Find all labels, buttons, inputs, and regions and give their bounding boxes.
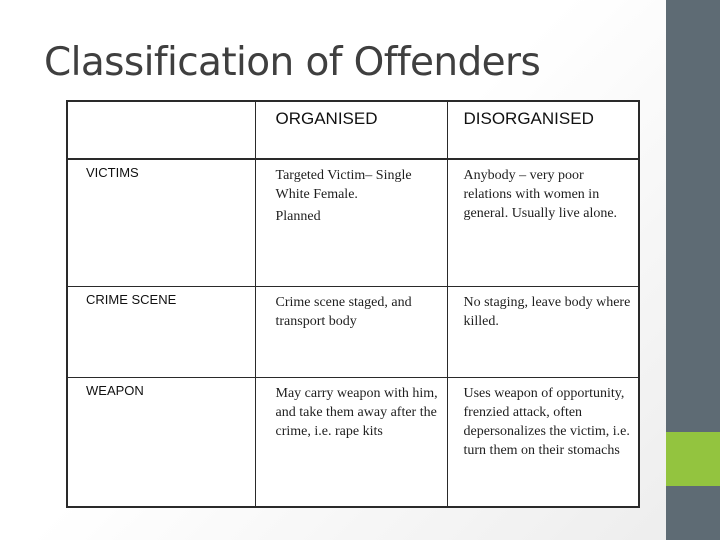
disorganised-cell-victims [447, 159, 639, 286]
row-label-crime-scene: CRIME SCENE [86, 291, 177, 307]
table-row-weapon [67, 377, 639, 507]
row-label-victims: VICTIMS [86, 165, 139, 180]
green-accent-block [666, 432, 720, 486]
header-cell-organised [255, 101, 447, 159]
row-label-cell [67, 377, 255, 507]
organised-victims-text: Targeted Victim– Single White Female. [275, 168, 412, 202]
header-disorganised: DISORGANISED [463, 109, 594, 128]
row-label-weapon: WEAPON [86, 382, 144, 398]
disorganised-victims-text: Anybody – very poor relations with women in general. Usually live alone. [463, 168, 618, 221]
header-organised: ORGANISED [275, 109, 378, 128]
table-row-crime-scene [67, 286, 639, 377]
disorganised-cell-weapon [447, 377, 639, 507]
organised-cell-crime-scene [255, 286, 447, 377]
organised-crime-scene-text: Crime scene staged, and transport body [275, 294, 412, 329]
table-row-victims [67, 159, 639, 286]
row-label-cell [67, 159, 255, 286]
slide-title: Classification of Offenders [44, 40, 541, 85]
organised-cell-weapon [255, 377, 447, 507]
organised-weapon-text: May carry weapon with him, and take them away after the crime, i.e. rape kits [275, 385, 438, 439]
disorganised-cell-crime-scene [447, 286, 639, 377]
header-cell-empty [67, 101, 255, 159]
table-header-row [67, 101, 639, 159]
offender-classification-table [66, 100, 640, 508]
organised-cell-victims [255, 159, 447, 286]
disorganised-crime-scene-text: No staging, leave body where killed. [463, 294, 631, 329]
row-label-cell [67, 286, 255, 377]
disorganised-weapon-text: Uses weapon of opportunity, frenzied attack, often depersonalizes the victim, i.e. turn them on their stomachs [463, 385, 630, 458]
organised-victims-planned: Planned [275, 209, 321, 224]
header-cell-disorganised [447, 101, 639, 159]
